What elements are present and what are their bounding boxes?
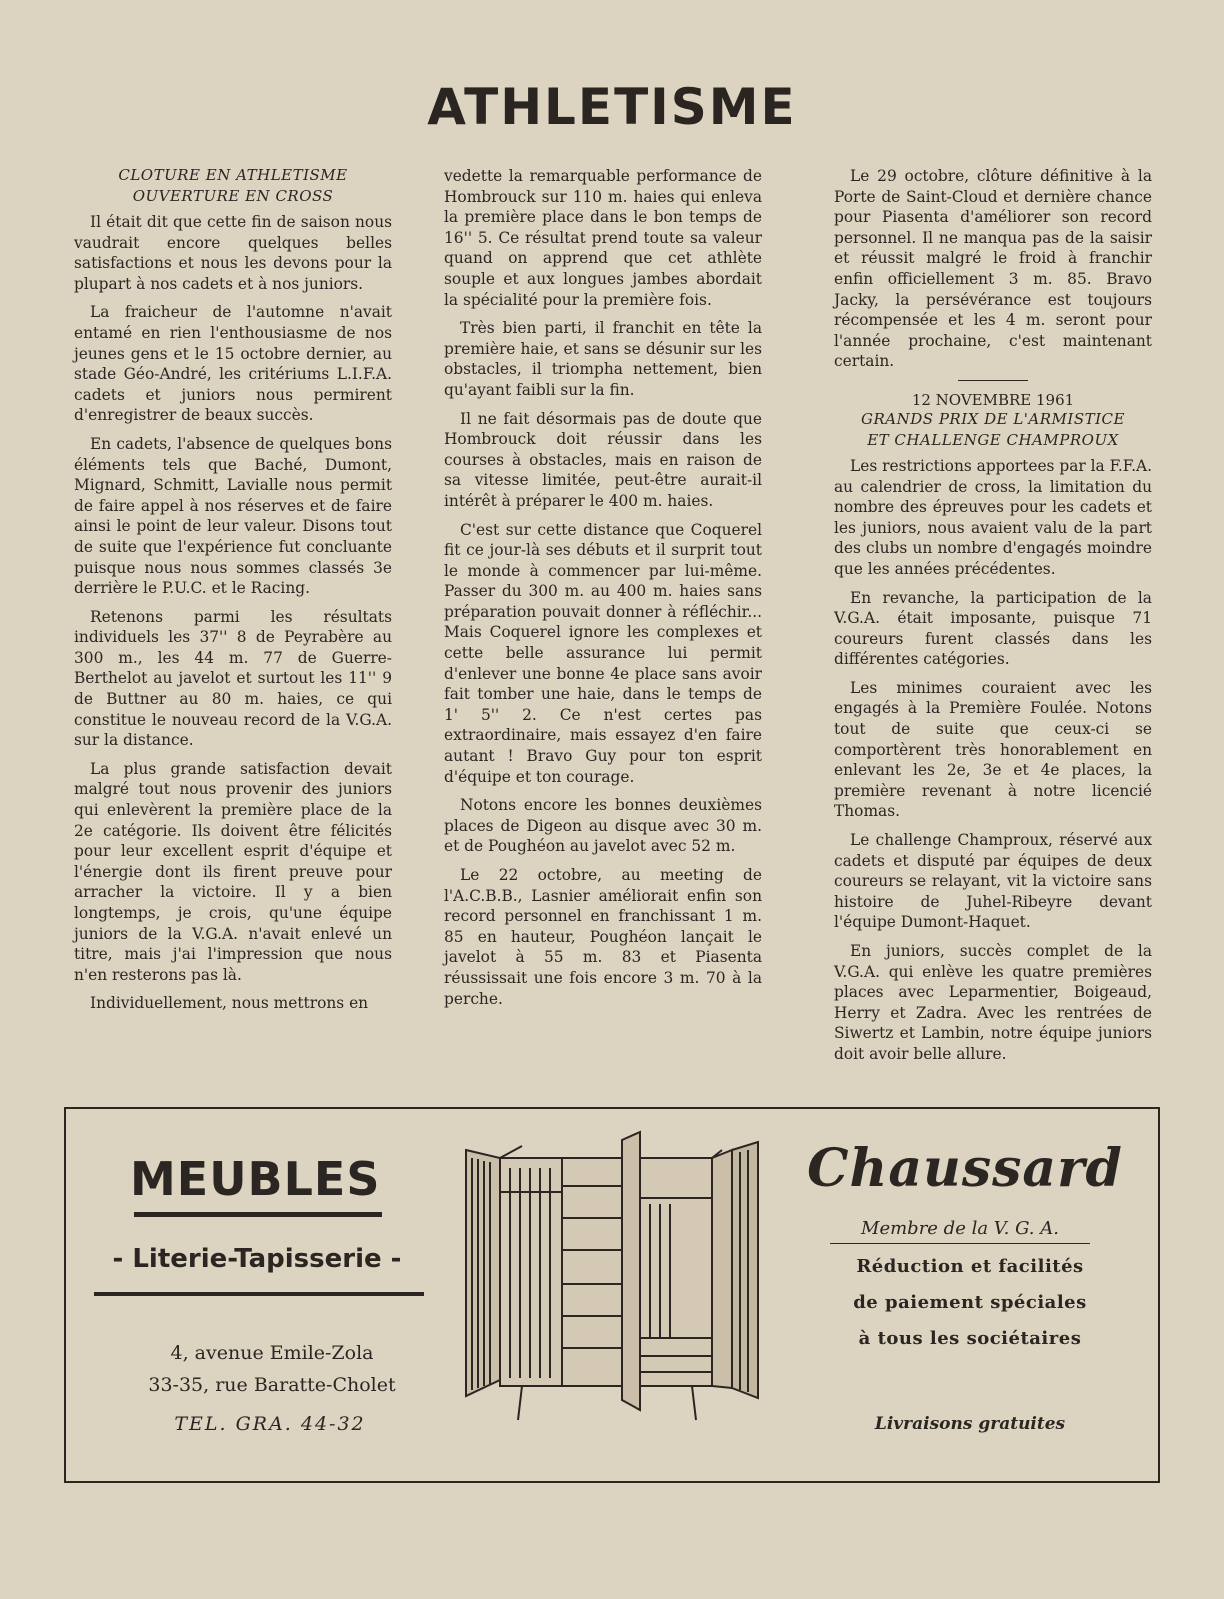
paragraph: Retenons parmi les résultats individuels les 37'' 8 de Peyrabère au 300 m., les 44 m. 77 de Guerre-Berthelot au javelot et surtout les 11'' 9 de Buttner au 80 m. haies, ce qui constitue le nouveau record de la V.G.A. sur la distance. bbox=[74, 607, 392, 750]
ad-delivery-line: Livraisons gratuites bbox=[874, 1414, 1066, 1434]
paragraph: En revanche, la participation de la V.G.A. était imposante, puisque 71 coureurs furent classés dans les différentes catégories. bbox=[834, 588, 1152, 669]
ad-address-line-2: 33-35, rue Baratte-Cholet bbox=[148, 1374, 396, 1396]
ad-literie-subtitle: - Literie-Tapisserie - bbox=[112, 1244, 402, 1274]
section-subheading: ET CHALLENGE CHAMPROUX bbox=[867, 430, 1119, 449]
ad-chaussard-brand: Chaussard bbox=[807, 1138, 1123, 1199]
paragraph: La plus grande satisfaction devait malgré tout nous provenir des juniors qui enlevèrent la première place de la 2e catégorie. Ils doivent être félicités pour leur excellent esprit d'équipe et l'énergie dont ils firent preuve pour arracher la victoire. Il y a bien longtemps, je crois, qu'une équipe juniors de la V.G.A. n'avait enlevé un titre, mais j'ai l'impression que nous n'en resterons pas là. bbox=[74, 759, 392, 984]
paragraph: Le challenge Champroux, réservé aux cadets et disputé par équipes de deux coureurs se relayant, vit la victoire sans histoire de Juhel-Ribeyre devant l'équipe Dumont-Haquet. bbox=[834, 831, 1152, 932]
divider bbox=[134, 1212, 382, 1217]
ad-member-line: Membre de la V. G. A. bbox=[830, 1218, 1090, 1244]
paragraph: Les minimes couraient avec les engagés à la Première Foulée. Notons tout de suite que ceux-ci se comportèrent très honorablement en enlevant les 2e, 3e et 4e places, la première revenant à notre licencié Thomas. bbox=[834, 678, 1152, 821]
paragraph: Notons encore les bonnes deuxièmes places de Digeon au disque avec 30 m. et de Poughéon au javelot avec 52 m. bbox=[444, 796, 762, 856]
paragraph: Il était dit que cette fin de saison nous vaudrait encore quelques belles satisfactions et nous les devons pour la plupart à nos cadets et à nos juniors. bbox=[74, 213, 392, 293]
section-heading: GRANDS PRIX DE L'ARMISTICE bbox=[861, 409, 1125, 428]
paragraph: Très bien parti, il franchit en tête la première haie, et sans se désunir sur les obstacles, il triompha nettement, bien qu'ayant faibli sur la fin. bbox=[444, 319, 762, 399]
wardrobe-icon bbox=[462, 1128, 762, 1428]
article-column-3 bbox=[834, 166, 1152, 1073]
paragraph: C'est sur cette distance que Coquerel fit ce jour-là ses débuts et il surprit tout le monde à commencer par lui-même. Passer du 300 m. au 400 m. haies sans préparation pouvait donner à réfléchir... Mais Coquerel ignore les complexes et cette belle assurance lui permit d'enlever une bonne 4e place sans avoir fait tomber une haie, dans le temps de 1' 5'' 2. Ce n'est certes pas extraordinaire, mais essayez d'en faire autant ! Bravo Guy pour ton esprit d'équipe et ton courage. bbox=[444, 520, 762, 786]
paragraph: Il ne fait désormais pas de doute que Hombrouck doit réussir dans les courses à obstacles, mais en raison de sa vitesse limitée, peut-être aurait-il intérêt à préparer le 400 m. haies. bbox=[444, 409, 762, 510]
page-title: ATHLETISME bbox=[427, 78, 797, 136]
paragraph: Le 22 octobre, au meeting de l'A.C.B.B., Lasnier améliorait enfin son record personnel en franchissant 1 m. 85 en hauteur, Poughéon lançait le javelot à 55 m. 83 et Piasenta réussissait une fois encore 3 m. 70 à la perche. bbox=[444, 866, 762, 1008]
divider bbox=[94, 1292, 424, 1296]
section-date: 12 NOVEMBRE 1961 bbox=[911, 390, 1075, 409]
ad-meubles-title: MEUBLES bbox=[130, 1152, 381, 1206]
paragraph: Le 29 octobre, clôture définitive à la Porte de Saint-Cloud et dernière chance pour Piasenta d'améliorer son record personnel. Il ne manqua pas de la saisir et réussit malgré le froid à franchir enfin officiellement 3 m. 85. Bravo Jacky, la persévérance est toujours récompensée et les 4 m. seront pour l'année prochaine, c'est maintenant certain. bbox=[834, 167, 1152, 371]
paragraph: La fraicheur de l'automne n'avait entamé en rien l'enthousiasme de nos jeunes gens et le 15 octobre dernier, au stade Géo-André, les critériums L.I.F.A. cadets et juniors nous permirent d'enregistrer de beaux succès. bbox=[74, 303, 392, 425]
section-subheading: OUVERTURE EN CROSS bbox=[132, 187, 334, 205]
ad-offer-line-3: à tous les sociétaires bbox=[858, 1328, 1082, 1349]
paragraph: Individuellement, nous mettrons en bbox=[90, 994, 369, 1013]
ad-telephone: TEL. GRA. 44-32 bbox=[174, 1413, 366, 1435]
paragraph: Les restrictions apportees par la F.F.A. au calendrier de cross, la limitation du nombre des épreuves pour les cadets et les juniors, nous avaient valu de la part des clubs un nombre d'engagés moindre que les années précédentes. bbox=[834, 456, 1152, 578]
section-heading: CLOTURE EN ATHLETISME bbox=[118, 166, 348, 184]
ad-address-line-1: 4, avenue Emile-Zola bbox=[170, 1342, 374, 1364]
paragraph: En juniors, succès complet de la V.G.A. qui enlève les quatre premières places avec Leparmentier, Boigeaud, Herry et Zadra. Avec les rentrées de Siwertz et Lambin, notre équipe juniors doit avoir belle allure. bbox=[834, 942, 1152, 1063]
paragraph: En cadets, l'absence de quelques bons éléments tels que Baché, Dumont, Mignard, Schmitt, Lavialle nous permit de faire appel à nos réserves et de faire ainsi le point de leur valeur. Disons tout de suite que l'expérience fut concluante puisque nous nous sommes classés 3e derrière le P.U.C. et le Racing. bbox=[74, 434, 392, 598]
divider bbox=[958, 380, 1028, 381]
article-column-1 bbox=[74, 166, 392, 1022]
article-column-2 bbox=[444, 166, 762, 1017]
paragraph: vedette la remarquable performance de Hombrouck sur 110 m. haies qui enleva la première place dans le bon temps de 16'' 5. Ce résultat prend toute sa valeur quand on apprend que cet athlète souple et aux longues jambes abordait la spécialité pour la première fois. bbox=[444, 167, 762, 309]
ad-offer-line-1: Réduction et facilités bbox=[856, 1256, 1084, 1277]
ad-offer-line-2: de paiement spéciales bbox=[853, 1292, 1087, 1313]
